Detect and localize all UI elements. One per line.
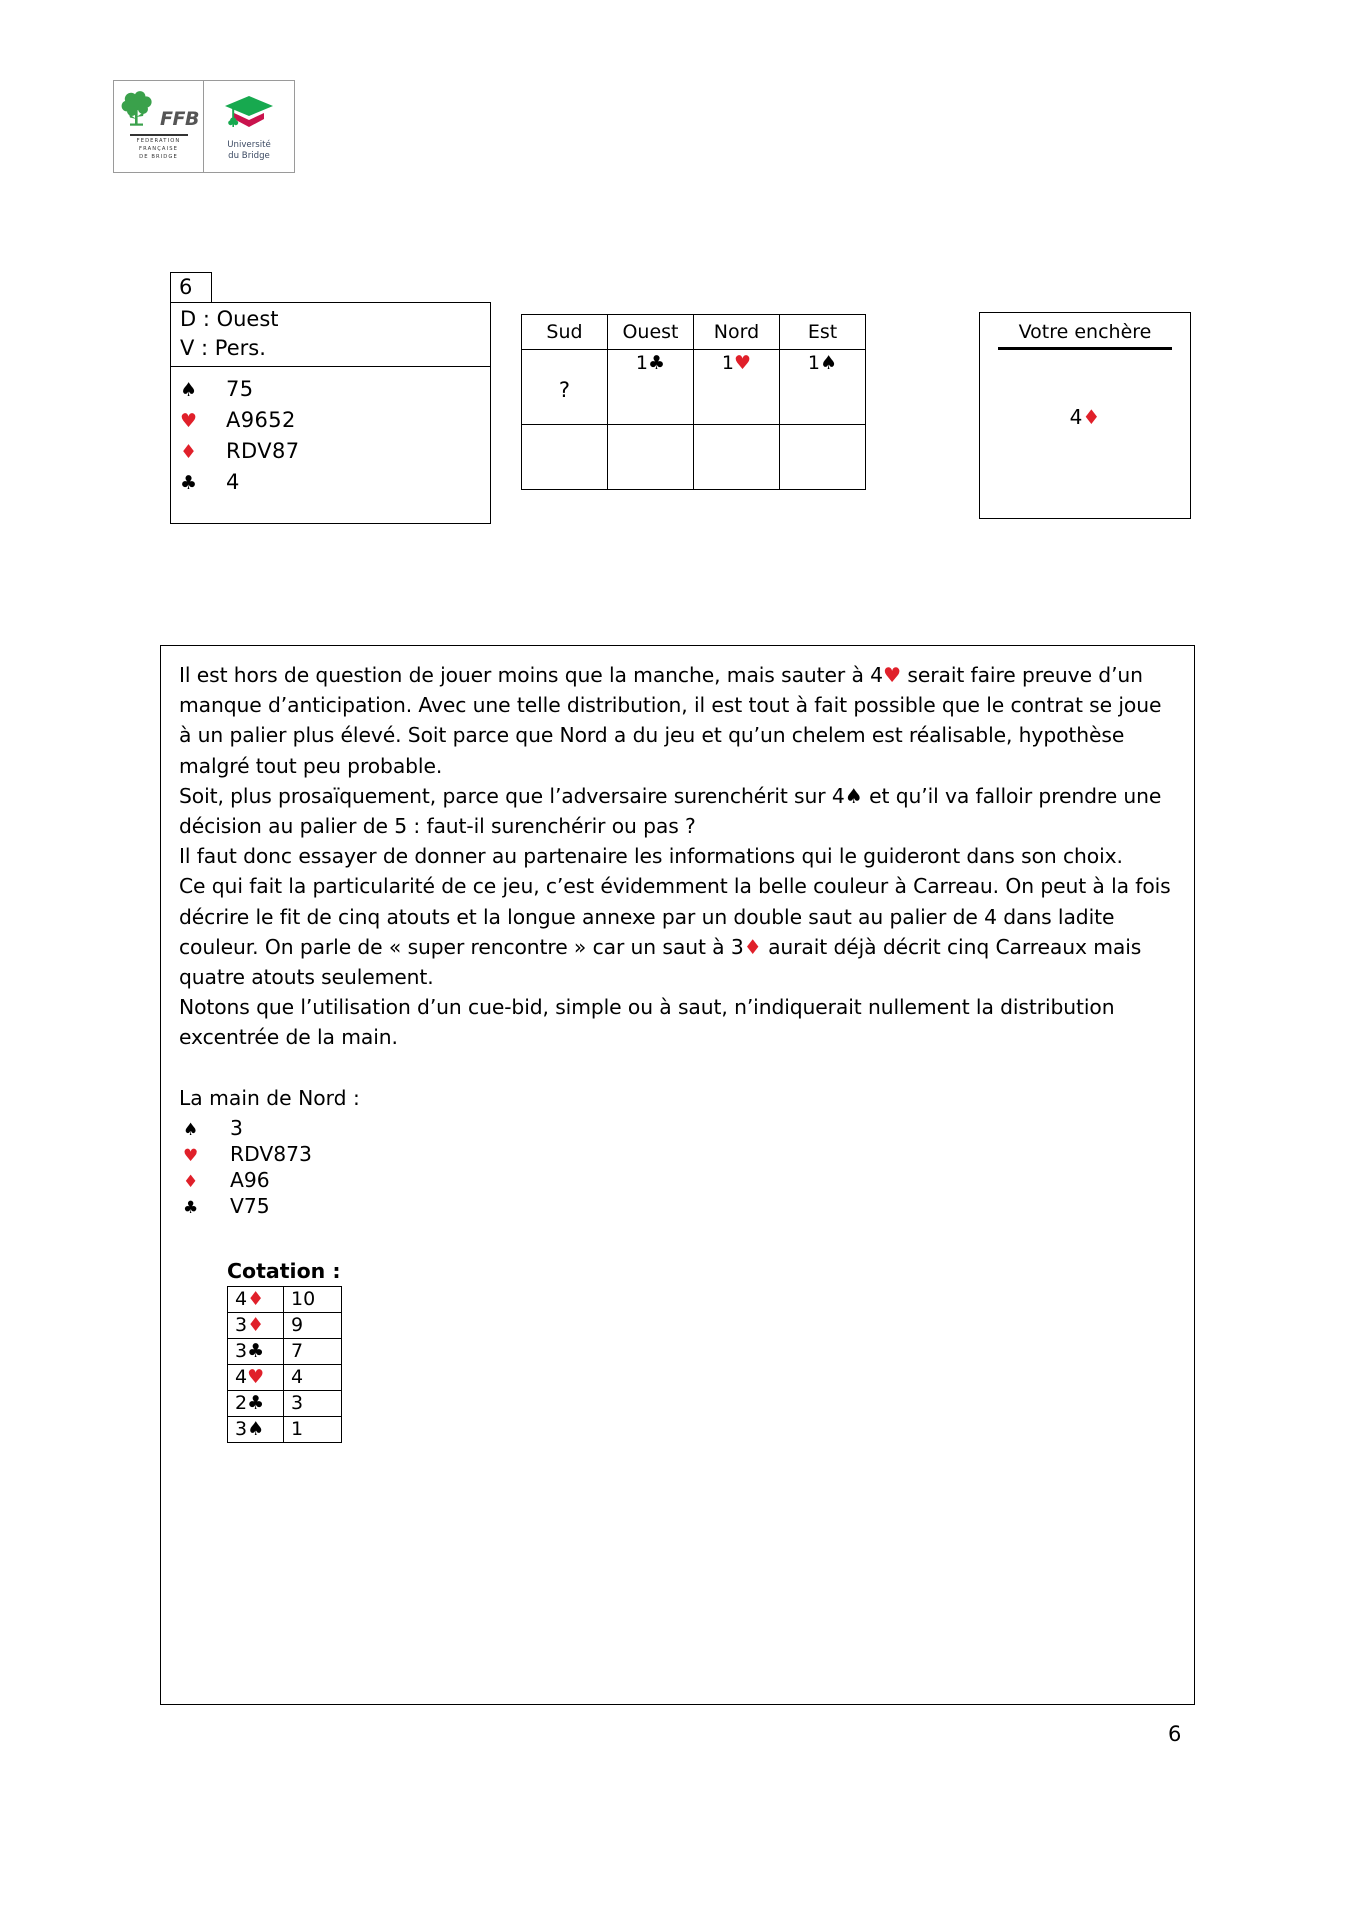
auction-empty-row	[522, 425, 866, 490]
auction-cell-sud	[522, 350, 608, 425]
explanation-p2-part2: et qu’il va falloir prendre une décision au palier de 5 : faut-il surenchérir ou pas ?	[179, 783, 1162, 839]
north-cards-spades: 3	[230, 1115, 243, 1140]
club-icon: ♣	[247, 1340, 265, 1363]
auction-header-ouest: Ouest	[608, 315, 694, 350]
cotation-bid: 3♠	[228, 1416, 284, 1442]
explanation-p4-part2: aurait déjà décrit cinq Carreaux mais quatre atouts seulement.	[179, 934, 1142, 990]
diamond-icon: ♦	[743, 934, 762, 959]
your-bid-divider	[998, 347, 1172, 350]
cotation-score: 7	[284, 1338, 342, 1364]
page-number: 6	[1168, 1722, 1182, 1746]
cotation-bid: 4♥	[228, 1364, 284, 1390]
spade-icon: ♠	[180, 379, 198, 401]
north-cards-clubs: V75	[230, 1193, 270, 1218]
club-icon: ♣	[180, 472, 198, 494]
cotation-bid: 3♣	[228, 1338, 284, 1364]
auction-header-nord: Nord	[694, 315, 780, 350]
your-bid-title: Votre enchère	[1018, 321, 1152, 343]
auction-header-row	[522, 315, 866, 350]
cotation-title: Cotation :	[227, 1258, 341, 1283]
ffb-subtitle-line-2: FRANÇAISE	[139, 146, 178, 153]
heart-icon: ♥	[183, 1145, 199, 1166]
north-hand-row	[179, 1115, 1176, 1141]
hand-row	[180, 436, 490, 467]
auction-empty-cell	[608, 425, 694, 490]
north-cards-diamonds: A96	[230, 1167, 270, 1192]
diamond-icon: ♦	[247, 1314, 265, 1337]
explanation-paragraph-4	[179, 871, 1176, 992]
deal-box	[170, 302, 491, 524]
explanation-paragraph-5: Notons que l’utilisation d’un cue-bid, simple ou à saut, n’indiquerait nullement la distribution excentrée de la main.	[179, 995, 1115, 1050]
auction-header-est: Est	[780, 315, 866, 350]
ffb-divider	[130, 134, 188, 136]
your-bid-level: 4	[1069, 404, 1083, 429]
ffb-subtitle-line-3: DE BRIDGE	[139, 153, 178, 160]
heart-icon: ♥	[734, 352, 752, 374]
cotation-score: 9	[284, 1312, 342, 1338]
table-row	[228, 1312, 342, 1338]
universite-du-bridge-logo	[204, 81, 294, 172]
auction-header-sud: Sud	[522, 315, 608, 350]
universite-label-line-2: du Bridge	[228, 150, 270, 161]
tree-icon	[118, 88, 158, 132]
cotation-bid: 4♦	[228, 1286, 284, 1312]
ffb-acronym: FFB	[160, 108, 199, 131]
table-row	[228, 1390, 342, 1416]
south-hand	[171, 367, 490, 498]
logo-header	[113, 80, 295, 173]
diamond-icon: ♦	[183, 1171, 199, 1192]
universite-label-line-1: Université	[227, 140, 271, 151]
hand-cards-hearts: A9652	[226, 408, 296, 432]
heart-icon: ♥	[247, 1366, 265, 1389]
deal-number: 6	[170, 272, 212, 303]
explanation-p1-part1: Il est hors de question de jouer moins que la manche, mais sauter à 4	[179, 663, 883, 687]
graduation-cap-icon	[221, 93, 277, 137]
ffb-logo	[114, 81, 204, 172]
north-cards-hearts: RDV873	[230, 1141, 312, 1166]
heart-icon: ♥	[180, 410, 198, 432]
auction-empty-cell	[694, 425, 780, 490]
vulnerability-label: V : Pers.	[180, 336, 266, 360]
bid-est: 1♠	[807, 352, 838, 374]
spade-icon: ♠	[820, 352, 838, 374]
your-bid-value	[980, 405, 1190, 429]
ffb-logo-top	[118, 92, 199, 132]
spade-icon: ♠	[183, 1119, 199, 1140]
north-hand-row	[179, 1193, 1176, 1219]
north-hand-title: La main de Nord :	[179, 1085, 360, 1110]
auction-cell-nord	[694, 350, 780, 425]
explanation-paragraph-2	[179, 781, 1176, 841]
your-bid-box	[979, 312, 1191, 519]
explanation-paragraph-3: Il faut donc essayer de donner au partenaire les informations qui le guideront dans son choix.	[179, 844, 1123, 869]
auction-cell-ouest	[608, 350, 694, 425]
hand-row	[180, 405, 490, 436]
table-row	[228, 1286, 342, 1312]
north-hand-row	[179, 1141, 1176, 1167]
spade-icon: ♠	[844, 783, 863, 808]
north-hand-row	[179, 1167, 1176, 1193]
explanation-p1-part2: serait faire preuve d’un manque d’anticipation. Avec une telle distribution, il est tout à fait possible que le contrat se joue à un palier plus élevé. Soit parce que Nord a du jeu et qu’un chelem est réalisable, hypothèse malgré tout peu probable.	[179, 663, 1162, 778]
deal-info	[171, 303, 490, 367]
cotation-bid: 2♣	[228, 1390, 284, 1416]
club-icon: ♣	[183, 1197, 199, 1218]
ffb-subtitle-line-1: FEDERATION	[136, 138, 181, 145]
cotation-table	[227, 1286, 342, 1443]
spade-icon: ♠	[247, 1418, 265, 1441]
south-turn-marker: ?	[558, 378, 571, 402]
north-hand	[179, 1115, 1176, 1219]
cotation-score: 3	[284, 1390, 342, 1416]
auction-empty-cell	[522, 425, 608, 490]
heart-icon: ♥	[882, 663, 902, 687]
hand-row	[180, 467, 490, 498]
hand-cards-clubs: 4	[226, 470, 240, 494]
diamond-icon: ♦	[1082, 404, 1101, 429]
diamond-icon: ♦	[180, 441, 198, 463]
hand-row	[180, 374, 490, 405]
auction-bid-row	[522, 350, 866, 425]
club-icon: ♣	[247, 1392, 265, 1415]
table-row	[228, 1338, 342, 1364]
auction-cell-est	[780, 350, 866, 425]
auction-empty-cell	[780, 425, 866, 490]
dealer-label: D : Ouest	[180, 307, 279, 331]
diamond-icon: ♦	[247, 1288, 265, 1311]
explanation-paragraph-1	[179, 660, 1176, 781]
cotation-score: 4	[284, 1364, 342, 1390]
hand-cards-spades: 75	[226, 377, 254, 401]
cotation-bid: 3♦	[228, 1312, 284, 1338]
explanation-p2-part1: Soit, plus prosaïquement, parce que l’adversaire surenchérit sur 4	[179, 783, 845, 808]
cotation-score: 10	[284, 1286, 342, 1312]
explanation-box	[160, 645, 1195, 1705]
cotation-score: 1	[284, 1416, 342, 1442]
explanation-p4-part1: Ce qui fait la particularité de ce jeu, c’est évidemment la belle couleur à Carreau. On peut à la fois décrire le fit de cinq atouts et la longue annexe par un double saut au palier de 4 dans ladite couleur. On parle de « super rencontre » car un saut à 3	[179, 874, 1171, 959]
table-row	[228, 1416, 342, 1442]
bid-nord: 1♥	[721, 352, 752, 374]
table-row	[228, 1364, 342, 1390]
bid-ouest: 1♣	[635, 352, 666, 374]
auction-table	[521, 314, 866, 490]
hand-cards-diamonds: RDV87	[226, 439, 300, 463]
club-icon: ♣	[648, 352, 666, 374]
